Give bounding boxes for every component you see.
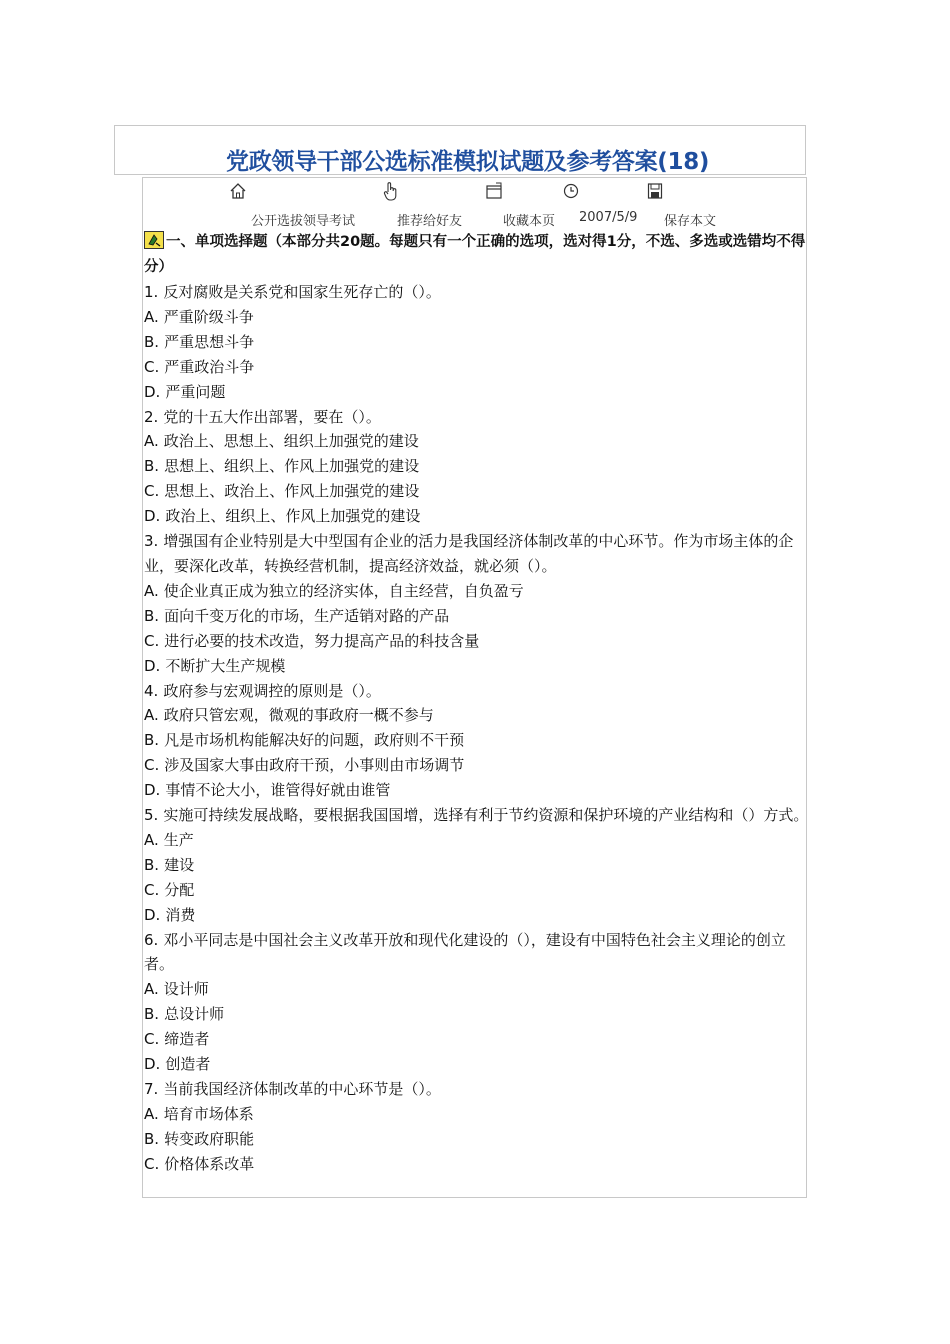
- answer-option: [144, 977, 810, 1002]
- article-links: [0, 210, 950, 230]
- option-text: 政治上、思想上、组织上加强党的建设: [163, 432, 419, 451]
- option-label: C.: [144, 482, 160, 501]
- question-stem: [144, 529, 810, 579]
- option-label: A.: [144, 706, 159, 725]
- option-label: A.: [144, 980, 159, 999]
- answer-option: [144, 1152, 810, 1177]
- question-text: 实施可持续发展战略，要根据我国国增，选择有利于节约资源和保护环境的产业结构和（）方式。: [163, 806, 809, 825]
- option-text: 消费: [165, 905, 196, 924]
- option-label: B.: [144, 606, 160, 625]
- question-stem: [144, 803, 810, 828]
- answer-option: [144, 479, 810, 504]
- question-number: 7.: [144, 1080, 159, 1098]
- answer-option: [144, 828, 810, 853]
- option-text: 严重问题: [165, 382, 226, 401]
- option-label: C.: [144, 1030, 160, 1049]
- option-text: 使企业真正成为独立的经济实体，自主经营，自负盈亏: [163, 581, 524, 600]
- bookmark-flag-icon: [144, 231, 164, 249]
- option-label: B.: [144, 1005, 160, 1024]
- question-number: 5.: [144, 806, 159, 825]
- section-heading-text: 一、单项选择题（本部分共20题。每题只有一个正确的选项，选对得1分，不选、多选或选错均不得分）: [144, 234, 806, 275]
- favorite-link[interactable]: 收藏本页: [503, 214, 556, 229]
- option-label: C.: [144, 880, 160, 899]
- option-text: 设计师: [163, 980, 209, 999]
- answer-option: [144, 454, 810, 479]
- option-text: 凡是市场机构能解决好的问题，政府则不干预: [164, 731, 465, 750]
- option-text: 生产: [163, 830, 194, 849]
- answer-option: [144, 654, 810, 679]
- option-label: B.: [144, 855, 160, 874]
- question-stem: [144, 1077, 810, 1102]
- window-icon[interactable]: [485, 181, 503, 201]
- answer-option: [144, 579, 810, 604]
- option-text: 价格体系改革: [164, 1154, 255, 1173]
- option-label: D.: [144, 507, 161, 526]
- answer-option: [144, 853, 810, 878]
- answer-option: [144, 305, 810, 330]
- option-text: 分配: [164, 880, 195, 899]
- answer-option: [144, 380, 810, 405]
- option-text: 总设计师: [164, 1005, 225, 1024]
- answer-option: [144, 728, 810, 753]
- question-number: 3.: [144, 532, 159, 551]
- question-number: 4.: [144, 681, 159, 700]
- section-heading: [144, 230, 810, 280]
- option-label: A.: [144, 581, 159, 600]
- question-stem: [144, 280, 810, 305]
- option-label: D.: [144, 656, 161, 675]
- option-text: 面向千变万化的市场，生产适销对路的产品: [164, 606, 450, 625]
- option-label: D.: [144, 781, 161, 800]
- answer-option: [144, 1127, 810, 1152]
- question-text: 反对腐败是关系党和国家生死存亡的（）。: [163, 283, 441, 301]
- question-number: 6.: [144, 930, 159, 949]
- option-label: B.: [144, 332, 160, 351]
- option-text: 政治上、组织上、作风上加强党的建设: [165, 507, 421, 526]
- answer-option: [144, 753, 810, 778]
- toolbar: [0, 181, 950, 203]
- option-text: 创造者: [165, 1055, 211, 1074]
- option-label: C.: [144, 631, 160, 650]
- answer-option: [144, 1027, 810, 1052]
- answer-option: [144, 429, 810, 454]
- publish-date: 2007/5/9: [579, 210, 638, 225]
- option-text: 培育市场体系: [163, 1104, 254, 1123]
- option-label: A.: [144, 307, 159, 326]
- option-label: D.: [144, 905, 161, 924]
- answer-option: [144, 629, 810, 654]
- option-text: 事情不论大小，谁管得好就由谁管: [165, 781, 391, 800]
- answer-option: [144, 778, 810, 803]
- option-text: 思想上、组织上、作风上加强党的建设: [164, 457, 420, 476]
- recommend-link[interactable]: 推荐给好友: [397, 214, 463, 229]
- category-link[interactable]: 公开选拔领导考试: [251, 214, 356, 229]
- answer-option: [144, 355, 810, 380]
- question-number: 2.: [144, 407, 159, 426]
- option-text: 思想上、政治上、作风上加强党的建设: [164, 482, 420, 501]
- option-label: B.: [144, 1129, 160, 1148]
- page-title: 党政领导干部公选标准模拟试题及参考答案(18): [226, 149, 710, 175]
- answer-option: [144, 1052, 810, 1077]
- home-icon[interactable]: [229, 181, 247, 201]
- question-text: 党的十五大作出部署，要在（）。: [163, 407, 381, 426]
- option-text: 严重思想斗争: [164, 332, 255, 351]
- clock-icon[interactable]: [562, 181, 580, 201]
- question-stem: [144, 679, 810, 704]
- answer-option: [144, 604, 810, 629]
- question-text: 政府参与宏观调控的原则是（）。: [163, 681, 381, 700]
- answer-option: [144, 903, 810, 928]
- option-text: 严重政治斗争: [164, 357, 255, 376]
- option-label: A.: [144, 432, 159, 451]
- article-body: [144, 230, 810, 1177]
- question-number: 1.: [144, 283, 159, 301]
- option-text: 转变政府职能: [164, 1129, 255, 1148]
- question-text: 当前我国经济体制改革的中心环节是（）。: [163, 1080, 441, 1098]
- option-text: 进行必要的技术改造，努力提高产品的科技含量: [164, 631, 480, 650]
- option-label: D.: [144, 1055, 161, 1074]
- answer-option: [144, 504, 810, 529]
- answer-option: [144, 1002, 810, 1027]
- save-article-link[interactable]: 保存本文: [664, 214, 717, 229]
- option-label: A.: [144, 830, 159, 849]
- option-text: 严重阶级斗争: [163, 307, 254, 326]
- answer-option: [144, 703, 810, 728]
- option-label: B.: [144, 457, 160, 476]
- option-text: 涉及国家大事由政府干预，小事则由市场调节: [164, 756, 465, 775]
- question-text: 邓小平同志是中国社会主义改革开放和现代化建设的（），建设有中国特色社会主义理论的创立者。: [144, 930, 786, 974]
- question-stem: [144, 405, 810, 430]
- question-stem: [144, 928, 810, 978]
- option-label: C.: [144, 756, 160, 775]
- answer-option: [144, 330, 810, 355]
- option-label: D.: [144, 382, 161, 401]
- option-text: 政府只管宏观，微观的事政府一概不参与: [163, 706, 434, 725]
- option-label: C.: [144, 357, 160, 376]
- answer-option: [144, 1102, 810, 1127]
- question-list: [144, 280, 810, 1177]
- question-text: 增强国有企业特别是大中型国有企业的活力是我国经济体制改革的中心环节。作为市场主体的企业，要深化改革，转换经营机制，提高经济效益，就必须（）。: [144, 532, 794, 575]
- option-label: B.: [144, 731, 160, 750]
- hand-pointer-icon[interactable]: [382, 181, 400, 201]
- answer-option: [144, 878, 810, 903]
- save-icon[interactable]: [646, 181, 664, 201]
- option-text: 建设: [164, 855, 195, 874]
- option-label: A.: [144, 1104, 159, 1123]
- option-text: 不断扩大生产规模: [165, 656, 286, 675]
- option-text: 缔造者: [164, 1030, 210, 1049]
- option-label: C.: [144, 1154, 160, 1173]
